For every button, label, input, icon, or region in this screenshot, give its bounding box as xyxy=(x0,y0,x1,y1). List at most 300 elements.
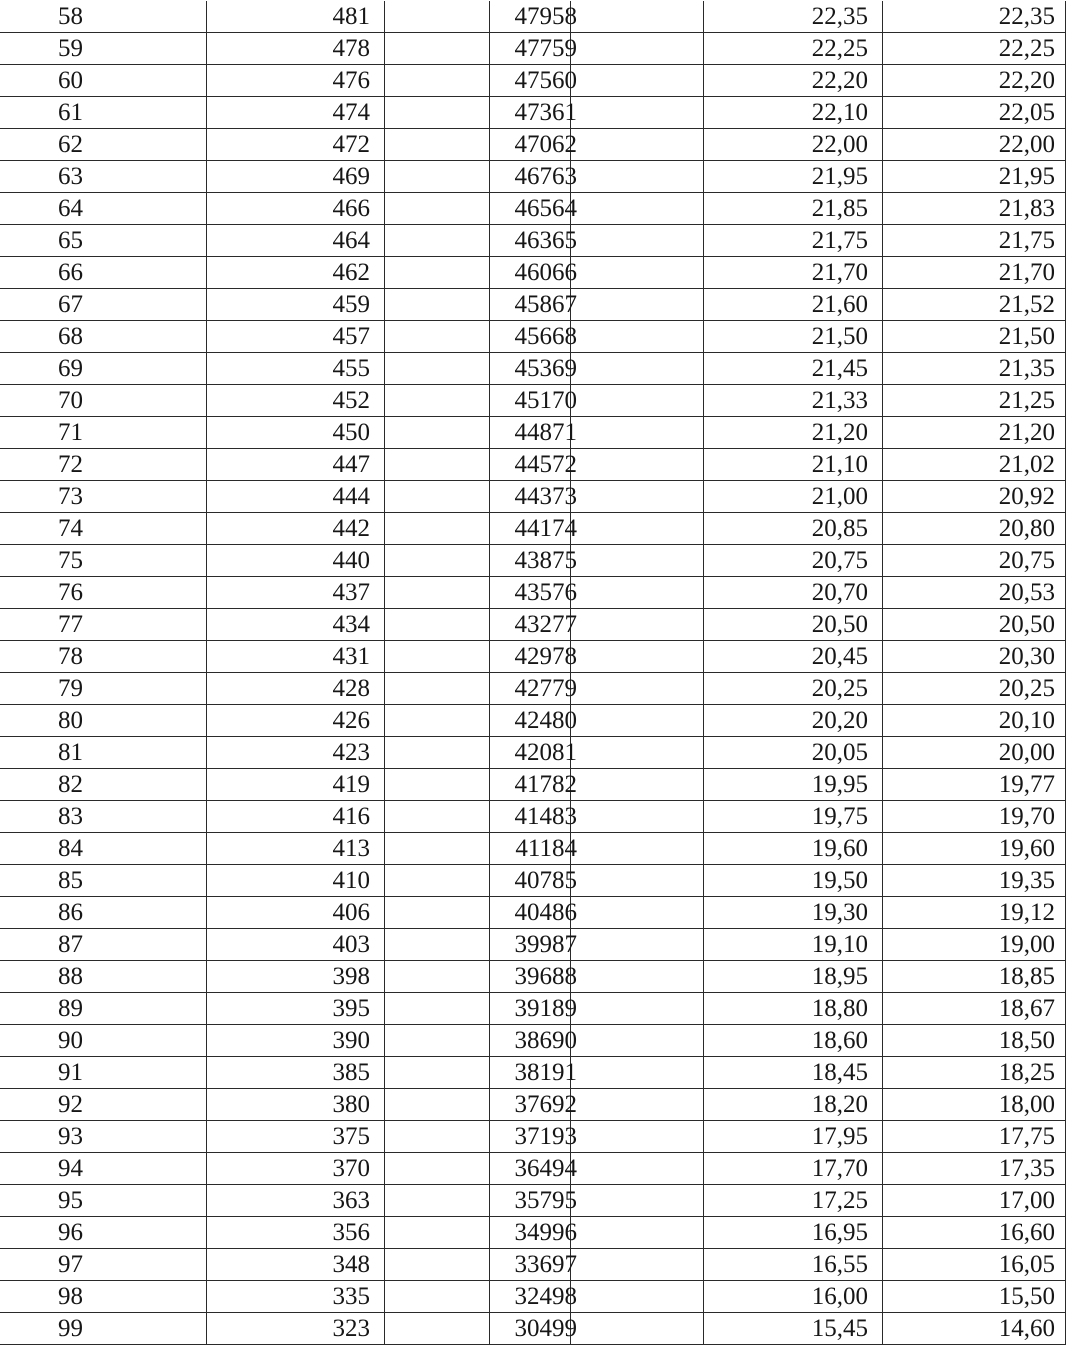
right-table-cell-col3: 17,35 xyxy=(883,1153,1066,1185)
right-table-cell-col1: 86 xyxy=(490,897,704,929)
right-table-cell-col1: 59 xyxy=(490,33,704,65)
right-table-cell-col1: 68 xyxy=(490,321,704,353)
right-table-cell-col1: 93 xyxy=(490,1121,704,1153)
left-table-row xyxy=(0,481,571,513)
right-table-row xyxy=(490,481,1066,513)
right-table-row xyxy=(490,353,1066,385)
left-table-cell-col2: 395 xyxy=(207,993,385,1025)
right-table-cell-col2: 19,10 xyxy=(704,929,883,961)
left-table-cell-col3: 371 xyxy=(385,1121,571,1153)
right-table-cell-col2: 17,25 xyxy=(704,1185,883,1217)
left-table-cell-col3: 443 xyxy=(385,481,571,513)
left-table-row xyxy=(0,833,571,865)
left-table-cell-col3: 386 xyxy=(385,1025,571,1057)
right-table-cell-col2: 21,00 xyxy=(704,481,883,513)
left-table-cell-col2: 385 xyxy=(207,1057,385,1089)
right-table-cell-col1: 88 xyxy=(490,961,704,993)
right-table-cell-col1: 70 xyxy=(490,385,704,417)
right-table-cell-col3: 20,80 xyxy=(883,513,1066,545)
left-table-cell-col1: 76 xyxy=(0,577,207,609)
left-table-row xyxy=(0,929,571,961)
right-table-cell-col3: 19,70 xyxy=(883,801,1066,833)
right-table-cell-col2: 18,45 xyxy=(704,1057,883,1089)
left-table-row xyxy=(0,1185,571,1217)
right-table-cell-col2: 18,60 xyxy=(704,1025,883,1057)
left-table-cell-col2: 481 xyxy=(207,1,385,33)
left-table-cell-col2: 466 xyxy=(207,193,385,225)
right-table-row xyxy=(490,65,1066,97)
left-table-cell-col2: 474 xyxy=(207,97,385,129)
right-table-cell-col3: 20,92 xyxy=(883,481,1066,513)
left-table-cell-col3: 432 xyxy=(385,609,571,641)
right-table-cell-col2: 19,50 xyxy=(704,865,883,897)
right-table-row xyxy=(490,129,1066,161)
left-table-cell-col3: 453 xyxy=(385,353,571,385)
right-table-cell-col2: 16,55 xyxy=(704,1249,883,1281)
right-table-cell-col2: 22,25 xyxy=(704,33,883,65)
right-table-cell-col2: 18,80 xyxy=(704,993,883,1025)
right-table-cell-col1: 82 xyxy=(490,769,704,801)
right-table-cell-col3: 21,02 xyxy=(883,449,1066,481)
left-table-cell-col2: 469 xyxy=(207,161,385,193)
left-table-cell-col2: 380 xyxy=(207,1089,385,1121)
left-table-cell-col1: 91 xyxy=(0,1057,207,1089)
right-table-cell-col3: 22,35 xyxy=(883,1,1066,33)
left-table-cell-col3: 336 xyxy=(385,1249,571,1281)
right-table-cell-col2: 19,95 xyxy=(704,769,883,801)
right-table-cell-col3: 20,53 xyxy=(883,577,1066,609)
right-table-cell-col3: 21,35 xyxy=(883,353,1066,385)
right-table-cell-col1: 71 xyxy=(490,417,704,449)
right-table-cell-col1: 60 xyxy=(490,65,704,97)
right-table-cell-col2: 19,60 xyxy=(704,833,883,865)
left-table-row xyxy=(0,33,571,65)
left-table-cell-col3: 477 xyxy=(385,33,571,65)
right-table-row xyxy=(490,833,1066,865)
right-table-cell-col1: 66 xyxy=(490,257,704,289)
left-table-cell-col1: 73 xyxy=(0,481,207,513)
right-table-row xyxy=(490,1217,1066,1249)
left-table-row xyxy=(0,737,571,769)
left-table-cell-col3: 381 xyxy=(385,1057,571,1089)
left-table-row xyxy=(0,1217,571,1249)
right-table-row xyxy=(490,673,1066,705)
left-table-cell-col2: 419 xyxy=(207,769,385,801)
left-table-row xyxy=(0,193,571,225)
left-table-cell-col1: 78 xyxy=(0,641,207,673)
right-table-row xyxy=(490,417,1066,449)
right-table-cell-col2: 21,95 xyxy=(704,161,883,193)
right-table-cell-col1: 84 xyxy=(490,833,704,865)
left-table-cell-col2: 406 xyxy=(207,897,385,929)
right-table-cell-col1: 61 xyxy=(490,97,704,129)
left-table-cell-col1: 60 xyxy=(0,65,207,97)
left-table-cell-col1: 59 xyxy=(0,33,207,65)
left-table-cell-col3: 376 xyxy=(385,1089,571,1121)
left-table-row xyxy=(0,449,571,481)
right-table-cell-col1: 85 xyxy=(490,865,704,897)
right-table-cell-col2: 20,45 xyxy=(704,641,883,673)
right-table-cell-col2: 16,00 xyxy=(704,1281,883,1313)
right-table-row xyxy=(490,1057,1066,1089)
right-table-cell-col3: 21,83 xyxy=(883,193,1066,225)
left-table-cell-col3: 470 xyxy=(385,129,571,161)
right-table-cell-col2: 16,95 xyxy=(704,1217,883,1249)
left-table-row xyxy=(0,289,571,321)
right-table-cell-col2: 20,85 xyxy=(704,513,883,545)
left-table-cell-col3: 465 xyxy=(385,193,571,225)
right-table-row xyxy=(490,1249,1066,1281)
left-table-row xyxy=(0,577,571,609)
right-table-cell-col3: 20,00 xyxy=(883,737,1066,769)
left-table-cell-col3: 460 xyxy=(385,257,571,289)
right-table-cell-col1: 73 xyxy=(490,481,704,513)
left-table-cell-col3: 324 xyxy=(385,1281,571,1313)
left-table-cell-col2: 462 xyxy=(207,257,385,289)
left-table-cell-col3: 411 xyxy=(385,833,571,865)
right-table-cell-col3: 21,52 xyxy=(883,289,1066,321)
right-table-cell-col2: 20,05 xyxy=(704,737,883,769)
left-table-cell-col3: 441 xyxy=(385,513,571,545)
left-table-cell-col3: 391 xyxy=(385,993,571,1025)
right-table-cell-col3: 19,00 xyxy=(883,929,1066,961)
right-table-cell-col3: 22,25 xyxy=(883,33,1066,65)
left-table-row xyxy=(0,65,571,97)
right-table-cell-col3: 20,10 xyxy=(883,705,1066,737)
left-table-cell-col1: 89 xyxy=(0,993,207,1025)
left-table-row xyxy=(0,353,571,385)
right-table-row xyxy=(490,961,1066,993)
left-table-cell-col2: 437 xyxy=(207,577,385,609)
right-table-cell-col1: 64 xyxy=(490,193,704,225)
right-table-cell-col3: 17,75 xyxy=(883,1121,1066,1153)
left-table-row xyxy=(0,1121,571,1153)
left-table-cell-col1: 98 xyxy=(0,1281,207,1313)
left-table-cell-col3: 417 xyxy=(385,769,571,801)
left-table-cell-col1: 61 xyxy=(0,97,207,129)
right-table-cell-col2: 18,95 xyxy=(704,961,883,993)
left-table-cell-col2: 459 xyxy=(207,289,385,321)
left-table-cell-col2: 478 xyxy=(207,33,385,65)
right-table-row xyxy=(490,769,1066,801)
left-table-cell-col1: 62 xyxy=(0,129,207,161)
right-table-cell-col3: 20,50 xyxy=(883,609,1066,641)
left-table-cell-col1: 93 xyxy=(0,1121,207,1153)
left-table-cell-col2: 447 xyxy=(207,449,385,481)
left-table-cell-col1: 77 xyxy=(0,609,207,641)
left-table-cell-col1: 88 xyxy=(0,961,207,993)
left-table-row xyxy=(0,801,571,833)
left-score-table xyxy=(0,1,571,1345)
right-table-cell-col1: 77 xyxy=(490,609,704,641)
left-table-row xyxy=(0,1313,571,1345)
right-table-row xyxy=(490,993,1066,1025)
right-table-cell-col3: 19,77 xyxy=(883,769,1066,801)
left-table-body xyxy=(0,1,571,1345)
left-table-cell-col3: 304 xyxy=(385,1313,571,1345)
left-table-cell-col1: 94 xyxy=(0,1153,207,1185)
right-table-cell-col2: 20,75 xyxy=(704,545,883,577)
right-table-cell-col1: 89 xyxy=(490,993,704,1025)
right-table-cell-col2: 21,85 xyxy=(704,193,883,225)
left-table-cell-col2: 423 xyxy=(207,737,385,769)
right-table-cell-col2: 19,30 xyxy=(704,897,883,929)
right-table-cell-col3: 20,30 xyxy=(883,641,1066,673)
right-table-cell-col2: 15,45 xyxy=(704,1313,883,1345)
right-table-cell-col1: 65 xyxy=(490,225,704,257)
left-table-cell-col2: 426 xyxy=(207,705,385,737)
left-table-cell-col2: 356 xyxy=(207,1217,385,1249)
left-table-cell-col2: 416 xyxy=(207,801,385,833)
left-table-cell-col3: 451 xyxy=(385,385,571,417)
left-table-row xyxy=(0,513,571,545)
right-table-cell-col1: 96 xyxy=(490,1217,704,1249)
right-table-cell-col2: 22,10 xyxy=(704,97,883,129)
left-table-cell-col3: 427 xyxy=(385,673,571,705)
left-table-cell-col2: 398 xyxy=(207,961,385,993)
right-table-row xyxy=(490,289,1066,321)
left-table-cell-col1: 92 xyxy=(0,1089,207,1121)
left-table-cell-col1: 70 xyxy=(0,385,207,417)
right-table-cell-col1: 87 xyxy=(490,929,704,961)
right-table-cell-col2: 21,75 xyxy=(704,225,883,257)
right-table-row xyxy=(490,513,1066,545)
right-table-row xyxy=(490,97,1066,129)
left-table-cell-col3: 407 xyxy=(385,865,571,897)
left-table-cell-col1: 71 xyxy=(0,417,207,449)
right-table-cell-col1: 91 xyxy=(490,1057,704,1089)
right-table-cell-col2: 17,70 xyxy=(704,1153,883,1185)
left-table-cell-col1: 90 xyxy=(0,1025,207,1057)
right-table-cell-col2: 22,35 xyxy=(704,1,883,33)
right-table-cell-col3: 14,60 xyxy=(883,1313,1066,1345)
left-table-cell-col2: 335 xyxy=(207,1281,385,1313)
right-table-cell-col3: 16,60 xyxy=(883,1217,1066,1249)
right-table-row xyxy=(490,33,1066,65)
left-table-cell-col2: 428 xyxy=(207,673,385,705)
left-table-row xyxy=(0,993,571,1025)
right-table-cell-col1: 67 xyxy=(490,289,704,321)
left-table-cell-col3: 396 xyxy=(385,961,571,993)
right-table-cell-col1: 78 xyxy=(490,641,704,673)
right-table-cell-col3: 18,50 xyxy=(883,1025,1066,1057)
left-table-cell-col3: 429 xyxy=(385,641,571,673)
right-table-cell-col2: 20,20 xyxy=(704,705,883,737)
left-table-row xyxy=(0,1153,571,1185)
left-table-cell-col3: 420 xyxy=(385,737,571,769)
right-table-cell-col3: 20,75 xyxy=(883,545,1066,577)
right-table-row xyxy=(490,1153,1066,1185)
left-table-cell-col1: 95 xyxy=(0,1185,207,1217)
right-table-cell-col1: 99 xyxy=(490,1313,704,1345)
right-table-cell-col1: 92 xyxy=(490,1089,704,1121)
left-table-cell-col1: 84 xyxy=(0,833,207,865)
right-table-cell-col2: 17,95 xyxy=(704,1121,883,1153)
left-table-cell-col2: 472 xyxy=(207,129,385,161)
right-table-row xyxy=(490,385,1066,417)
right-table-cell-col1: 79 xyxy=(490,673,704,705)
left-table-cell-col1: 79 xyxy=(0,673,207,705)
left-table-cell-col3: 456 xyxy=(385,321,571,353)
left-table-row xyxy=(0,705,571,737)
left-table-cell-col1: 74 xyxy=(0,513,207,545)
left-table-row xyxy=(0,1057,571,1089)
left-table-row xyxy=(0,609,571,641)
left-table-cell-col1: 66 xyxy=(0,257,207,289)
left-table-cell-col2: 410 xyxy=(207,865,385,897)
right-table-cell-col1: 98 xyxy=(490,1281,704,1313)
left-table-cell-col1: 75 xyxy=(0,545,207,577)
left-table-cell-col3: 445 xyxy=(385,449,571,481)
left-table-row xyxy=(0,417,571,449)
right-table-cell-col2: 19,75 xyxy=(704,801,883,833)
right-table-row xyxy=(490,1025,1066,1057)
left-table-cell-col2: 440 xyxy=(207,545,385,577)
right-table-cell-col2: 21,45 xyxy=(704,353,883,385)
right-table-cell-col2: 20,70 xyxy=(704,577,883,609)
left-table-cell-col1: 81 xyxy=(0,737,207,769)
left-table-cell-col1: 64 xyxy=(0,193,207,225)
left-table-row xyxy=(0,321,571,353)
left-table-cell-col1: 58 xyxy=(0,1,207,33)
left-table-row xyxy=(0,673,571,705)
right-table-row xyxy=(490,737,1066,769)
left-table-row xyxy=(0,1,571,33)
left-table-cell-col2: 431 xyxy=(207,641,385,673)
left-table-cell-col1: 99 xyxy=(0,1313,207,1345)
right-table-cell-col3: 16,05 xyxy=(883,1249,1066,1281)
right-table-cell-col1: 94 xyxy=(490,1153,704,1185)
right-table-row xyxy=(490,801,1066,833)
right-table-cell-col3: 15,50 xyxy=(883,1281,1066,1313)
right-table-row xyxy=(490,545,1066,577)
right-table-row xyxy=(490,609,1066,641)
left-table-row xyxy=(0,257,571,289)
right-table-cell-col1: 83 xyxy=(490,801,704,833)
right-table-cell-col3: 21,25 xyxy=(883,385,1066,417)
left-table-cell-col2: 413 xyxy=(207,833,385,865)
right-table-cell-col1: 90 xyxy=(490,1025,704,1057)
right-table-cell-col3: 18,00 xyxy=(883,1089,1066,1121)
right-table-cell-col3: 19,60 xyxy=(883,833,1066,865)
right-table-cell-col3: 19,12 xyxy=(883,897,1066,929)
left-table-row xyxy=(0,225,571,257)
right-table-cell-col2: 21,20 xyxy=(704,417,883,449)
right-table-cell-col2: 21,60 xyxy=(704,289,883,321)
right-table-cell-col3: 18,85 xyxy=(883,961,1066,993)
left-table-cell-col3: 349 xyxy=(385,1217,571,1249)
left-table-cell-col3: 473 xyxy=(385,97,571,129)
left-table-cell-col2: 323 xyxy=(207,1313,385,1345)
right-table-cell-col1: 63 xyxy=(490,161,704,193)
left-table-cell-col1: 63 xyxy=(0,161,207,193)
right-table-cell-col3: 21,95 xyxy=(883,161,1066,193)
left-table-row xyxy=(0,1025,571,1057)
right-table-cell-col3: 17,00 xyxy=(883,1185,1066,1217)
left-table-cell-col2: 455 xyxy=(207,353,385,385)
right-table-cell-col1: 75 xyxy=(490,545,704,577)
right-table-body xyxy=(490,1,1066,1345)
left-table-cell-col2: 363 xyxy=(207,1185,385,1217)
left-table-cell-col3: 414 xyxy=(385,801,571,833)
left-table-row xyxy=(0,865,571,897)
right-table-cell-col1: 95 xyxy=(490,1185,704,1217)
left-table-row xyxy=(0,385,571,417)
left-table-cell-col1: 85 xyxy=(0,865,207,897)
left-table-row xyxy=(0,641,571,673)
left-table-cell-col2: 464 xyxy=(207,225,385,257)
left-table-row xyxy=(0,897,571,929)
left-table-cell-col3: 448 xyxy=(385,417,571,449)
right-table-cell-col2: 20,50 xyxy=(704,609,883,641)
left-table-cell-col1: 86 xyxy=(0,897,207,929)
right-table-row xyxy=(490,257,1066,289)
right-table-row xyxy=(490,577,1066,609)
right-table-cell-col2: 22,20 xyxy=(704,65,883,97)
left-table-cell-col2: 370 xyxy=(207,1153,385,1185)
left-table-cell-col2: 348 xyxy=(207,1249,385,1281)
right-table-cell-col3: 19,35 xyxy=(883,865,1066,897)
right-table-cell-col2: 21,10 xyxy=(704,449,883,481)
left-table-row xyxy=(0,1089,571,1121)
left-table-cell-col3: 438 xyxy=(385,545,571,577)
right-table-cell-col1: 74 xyxy=(490,513,704,545)
left-table-cell-col1: 67 xyxy=(0,289,207,321)
left-table-row xyxy=(0,769,571,801)
left-table-cell-col3: 467 xyxy=(385,161,571,193)
right-table-cell-col3: 18,67 xyxy=(883,993,1066,1025)
right-table-cell-col3: 21,70 xyxy=(883,257,1066,289)
right-table-cell-col1: 62 xyxy=(490,129,704,161)
left-table-cell-col2: 444 xyxy=(207,481,385,513)
right-table-cell-col1: 97 xyxy=(490,1249,704,1281)
left-table-cell-col1: 82 xyxy=(0,769,207,801)
right-table-row xyxy=(490,449,1066,481)
right-table-cell-col2: 18,20 xyxy=(704,1089,883,1121)
right-table-cell-col2: 21,70 xyxy=(704,257,883,289)
left-table-cell-col3: 357 xyxy=(385,1185,571,1217)
left-table-cell-col3: 399 xyxy=(385,929,571,961)
left-table-row xyxy=(0,161,571,193)
left-table-cell-col3: 424 xyxy=(385,705,571,737)
right-table-cell-col3: 22,00 xyxy=(883,129,1066,161)
right-table-cell-col3: 22,05 xyxy=(883,97,1066,129)
left-table-cell-col1: 69 xyxy=(0,353,207,385)
right-table-cell-col2: 20,25 xyxy=(704,673,883,705)
right-table-cell-col1: 81 xyxy=(490,737,704,769)
right-table-row xyxy=(490,865,1066,897)
left-table-cell-col2: 452 xyxy=(207,385,385,417)
left-table-cell-col3: 435 xyxy=(385,577,571,609)
left-table-cell-col3: 404 xyxy=(385,897,571,929)
left-table-cell-col2: 457 xyxy=(207,321,385,353)
right-table-cell-col1: 72 xyxy=(490,449,704,481)
right-table-cell-col1: 58 xyxy=(490,1,704,33)
left-table-row xyxy=(0,1249,571,1281)
right-table-cell-col1: 76 xyxy=(490,577,704,609)
right-table-row xyxy=(490,705,1066,737)
right-table-cell-col3: 21,50 xyxy=(883,321,1066,353)
left-table-cell-col3: 463 xyxy=(385,225,571,257)
left-table-cell-col1: 80 xyxy=(0,705,207,737)
left-table-cell-col1: 96 xyxy=(0,1217,207,1249)
left-table-cell-col3: 364 xyxy=(385,1153,571,1185)
left-table-cell-col2: 375 xyxy=(207,1121,385,1153)
left-table-cell-col2: 434 xyxy=(207,609,385,641)
left-table-cell-col2: 450 xyxy=(207,417,385,449)
right-table-row xyxy=(490,225,1066,257)
right-table-cell-col2: 21,50 xyxy=(704,321,883,353)
